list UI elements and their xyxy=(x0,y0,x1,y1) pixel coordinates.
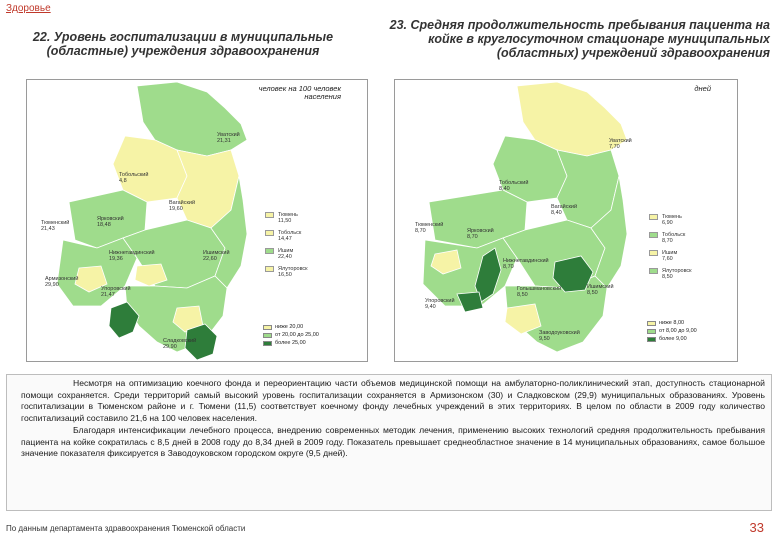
page-number: 33 xyxy=(749,520,764,535)
map23-title: 23. Средняя продолжительность пребывания пациента на койке в круглосуточном стационаре муниципальных (областных) учреждений здравоохранения xyxy=(389,18,770,60)
map22-label-uvat: Уватский 21,31 xyxy=(217,132,240,144)
map23-label-uporovo: Упоровский 9,40 xyxy=(425,298,455,310)
legend-swatch xyxy=(263,341,272,346)
map22-unit: человек на 100 человек населения xyxy=(258,84,341,101)
map23-label-nizhnetavda: Нижнетавдинский 8,70 xyxy=(503,258,549,270)
analysis-text xyxy=(6,374,772,511)
map22-label-nizhnetavda: Нижнетавдинский 19,36 xyxy=(109,250,155,262)
map22-label-vagai: Вагайский 19,60 xyxy=(169,200,196,212)
legend-swatch xyxy=(647,321,656,326)
legend-swatch xyxy=(647,337,656,342)
map23-unit: дней xyxy=(694,84,711,93)
map23-label-tyumensky: Тюменский 8,70 xyxy=(415,222,444,234)
map23-label-yarkovo: Ярковский 8,70 xyxy=(467,228,494,240)
map23-label-zavodoukovsk: Заводоуковский 9,50 xyxy=(539,330,580,342)
map22-label-ishimsky: Ишимский 22,60 xyxy=(203,250,230,262)
map23-label-tobolsk: Тобольский 8,40 xyxy=(499,180,529,192)
map22-legend: ниже 20,00 от 20,00 до 25,00 более 25,00 xyxy=(263,324,319,348)
paragraph-2: Благодаря интенсификации лечебного процесса, внедрению современных методик лечения, применению высоких технологий средняя продолжительность пребывания пациента на койке сократилась с 8,5 дней в 2008 году до 8,34 дней в 2009 году. Показатель превышает среднеобластное значение в 14 муниципальных образованиях, самое большое значение показателя фиксируется в Заводоуковском городском округе (9,5 дней). xyxy=(21,424,765,459)
section-link-health[interactable]: Здоровье xyxy=(6,3,51,14)
map22-label-tyumensky: Тюменский 21,43 xyxy=(41,220,70,232)
map22-label-tobolsk: Тобольский 4,8 xyxy=(119,172,149,184)
map23-panel xyxy=(394,79,738,362)
map23-label-vagai: Вагайский 8,40 xyxy=(551,204,578,216)
map22-label-armizon: Армизонский 29,90 xyxy=(45,276,79,288)
map22-title: 22. Уровень госпитализации в муниципальные (областные) учреждения здравоохранения xyxy=(32,30,334,58)
map23-label-golyshmanovo: Голышмановский 8,50 xyxy=(517,286,562,298)
legend-swatch xyxy=(263,333,272,338)
map22-label-yarkovo: Ярковский 18,48 xyxy=(97,216,124,228)
map22-city-key: Тюмень 11,50 Тобольск 14,47 Ишим 22,40 Ялуторовск 16,50 xyxy=(265,212,308,284)
map23-label-ishimsky: Ишимский 8,50 xyxy=(587,284,614,296)
legend-swatch xyxy=(647,329,656,334)
map22-label-sladkovo: Сладковский 29,90 xyxy=(163,338,197,350)
legend-swatch xyxy=(263,325,272,330)
source-note: По данным департамента здравоохранения Тюменской области xyxy=(6,524,246,533)
map23-city-key: Тюмень 6,90 Тобольск 8,70 Ишим 7,60 Ялуторовск 8,50 xyxy=(649,214,692,286)
map22-panel xyxy=(26,79,368,362)
map22-label-uporovo: Упоровский 21,47 xyxy=(101,286,131,298)
map23-legend: ниже 8,00 от 8,00 до 9,00 более 9,00 xyxy=(647,320,697,344)
map22-svg xyxy=(27,80,369,363)
map23-region-dark-3 xyxy=(457,292,483,312)
paragraph-1: Несмотря на оптимизацию коечного фонда и переориентацию части объемов медицинской помощи на амбулаторно-поликлинический этап, доступность стационарной помощи сохраняется. Среди территорий самый высокий уровень госпитализации сохраняется в Армизонском (30) и Сладковском (29,9) муниципальных образованиях. Уровень госпитализации в Тюменском районе и г. Тюмени (11,5) соответствует коечному фонду лечебных учреждений в этих территориях. В целом по области в 2009 году количество госпитализаций составило 21,6 на 100 человек населения. xyxy=(21,378,765,424)
map23-label-uvat: Уватский 7,70 xyxy=(609,138,632,150)
